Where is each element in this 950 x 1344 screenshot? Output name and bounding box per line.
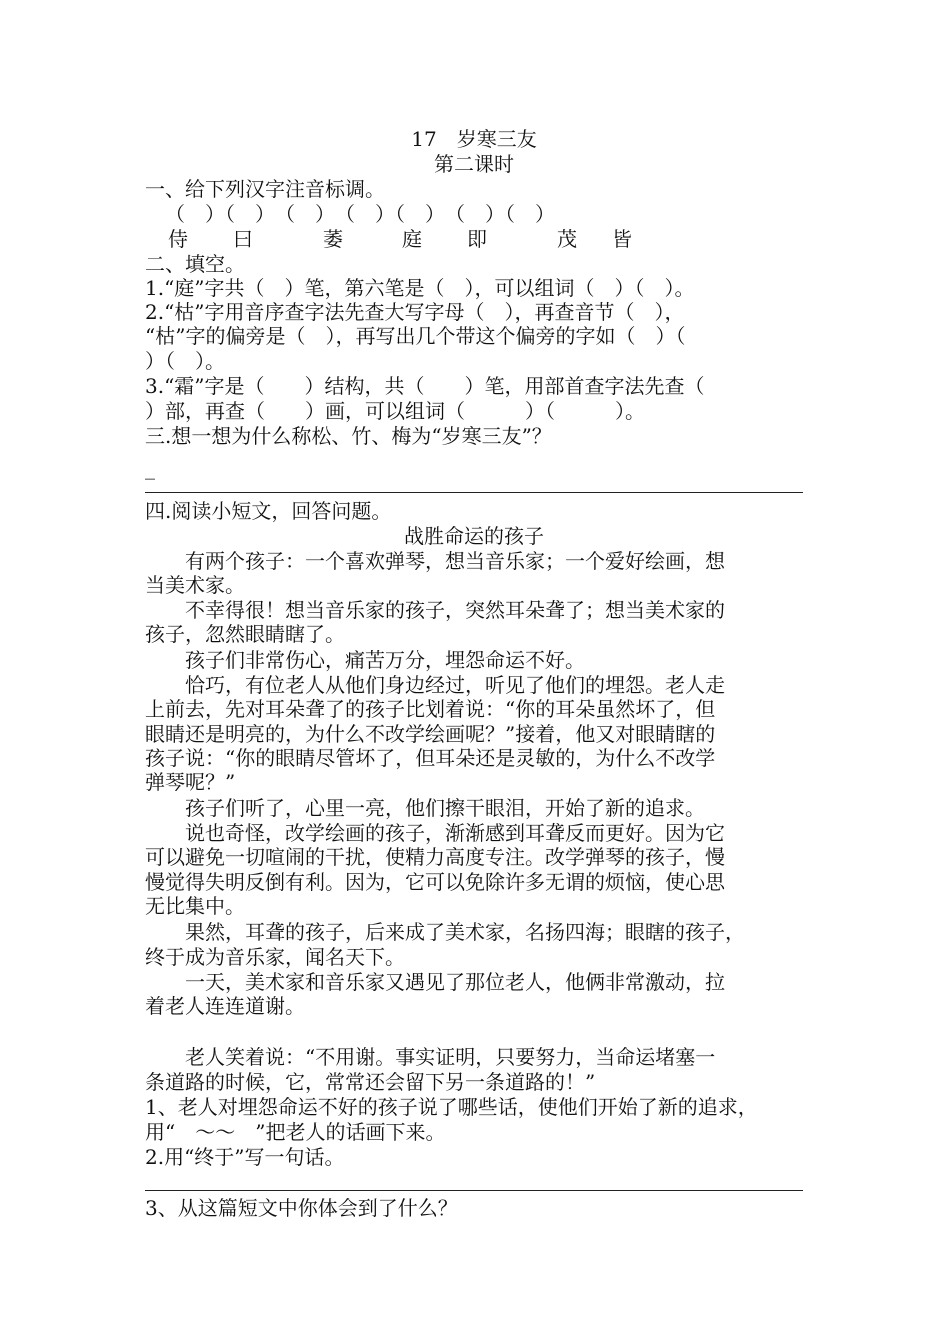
answer-blank-marker: _ (145, 456, 155, 480)
story-line: 孩子说：“你的眼睛尽管坏了，但耳朵还是灵敏的，为什么不改学 (145, 746, 716, 770)
section3-heading: 三.想一想为什么称松、竹、梅为“岁寒三友”？ (145, 424, 552, 448)
char-5: 即 (467, 227, 487, 251)
char-4: 庭 (402, 227, 422, 251)
section1-heading: 一、给下列汉字注音标调。 (145, 177, 385, 201)
story-line: 说也奇怪，改学绘画的孩子，渐渐感到耳聋反而更好。因为它 (145, 821, 725, 845)
story-line: 有两个孩子：一个喜欢弹琴，想当音乐家；一个爱好绘画，想 (145, 549, 725, 573)
story-line: 弹琴呢？” (145, 770, 236, 794)
story-line: 终于成为音乐家，闻名天下。 (145, 945, 405, 969)
question-2: 2.用“终于”写一句话。 (145, 1145, 345, 1169)
question-1: 1、老人对埋怨命运不好的孩子说了哪些话，使他们开始了新的追求， (145, 1095, 758, 1119)
fill-line: 2.“枯”字用音序查字法先查大写字母（ ），再查音节（ ）， (145, 300, 685, 324)
answer-line (145, 492, 803, 493)
char-2: 曰 (233, 227, 253, 251)
pinyin-blanks-row: （ ）（ ） （ ） （ ）（ ） （ ）（ ） (165, 202, 555, 226)
lesson-subtitle: 第二课时 (434, 152, 514, 176)
fill-line: ）部，再查（ ）画，可以组词（ ）（ ）。 (145, 399, 645, 423)
story-line: 恰巧，有位老人从他们身边经过，听见了他们的埋怨。老人走 (145, 673, 725, 697)
lesson-title: 17 岁寒三友 (411, 127, 537, 151)
story-line: 孩子们非常伤心，痛苦万分，埋怨命运不好。 (145, 648, 585, 672)
fill-line: 3.“霜”字是（ ）结构，共（ ）笔，用部首查字法先查（ (145, 374, 705, 398)
story-title: 战胜命运的孩子 (404, 524, 544, 548)
story-line: 孩子，忽然眼睛瞎了。 (145, 622, 345, 646)
fill-line: “枯”字的偏旁是（ ），再写出几个带这个偏旁的字如（ ）（ (145, 324, 686, 348)
story-line: 条道路的时候，它，常常还会留下另一条道路的！” (145, 1070, 596, 1094)
story-line: 果然，耳聋的孩子，后来成了美术家，名扬四海；眼瞎的孩子， (145, 920, 745, 944)
fill-line: ）（ ）。 (145, 349, 225, 373)
char-3: 萎 (323, 227, 343, 251)
story-line: 上前去，先对耳朵聋了的孩子比划着说：“你的耳朵虽然坏了，但 (145, 697, 716, 721)
answer-line (145, 1190, 803, 1191)
story-line: 可以避免一切喧闹的干扰，使精力高度专注。改学弹琴的孩子，慢 (145, 845, 725, 869)
section2-heading: 二、填空。 (145, 252, 245, 276)
char-7: 皆 (612, 227, 632, 251)
story-line: 眼睛还是明亮的，为什么不改学绘画呢？”接着，他又对眼睛瞎的 (145, 722, 716, 746)
story-line: 着老人连连道谢。 (145, 994, 305, 1018)
question-3: 3、从这篇短文中你体会到了什么？ (145, 1196, 458, 1220)
section4-heading: 四.阅读小短文，回答问题。 (145, 499, 392, 523)
fill-line: 1.“庭”字共（ ）笔，第六笔是（ ），可以组词（ ）（ ）。 (145, 276, 695, 300)
story-line: 慢觉得失明反倒有利。因为，它可以免除许多无谓的烦恼，使心思 (145, 870, 725, 894)
story-line: 老人笑着说：“不用谢。事实证明，只要努力，当命运堵塞一 (145, 1045, 716, 1069)
story-line: 当美术家。 (145, 573, 245, 597)
story-line: 孩子们听了，心里一亮，他们擦干眼泪，开始了新的追求。 (145, 796, 705, 820)
question-1-cont: 用“ ～～ ”把老人的话画下来。 (145, 1120, 446, 1144)
story-line: 无比集中。 (145, 894, 245, 918)
story-line: 一天，美术家和音乐家又遇见了那位老人，他俩非常激动，拉 (145, 970, 725, 994)
story-line: 不幸得很！想当音乐家的孩子，突然耳朵聋了；想当美术家的 (145, 598, 725, 622)
char-1: 侍 (168, 227, 188, 251)
char-6: 茂 (557, 227, 577, 251)
